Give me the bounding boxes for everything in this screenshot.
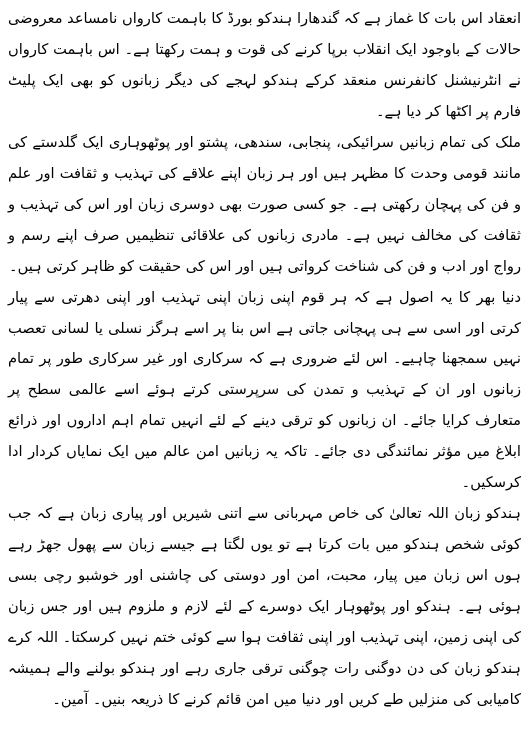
article-body — [8, 4, 521, 716]
paragraph-national-languages: ملک کی تمام زبانیں سرائیکی، پنجابی، سندھی، پشتو اور پوٹھوہاری ایک گلدستے کی مانند قومی وحدت کا مظہر ہیں اور ہر زبان اپنے علاقے کی تہذیب و ثقافت اور علم و فن کی پہچان رکھتی ہے۔ جو کسی صورت بھی دوسری زبان اور اس کی تہذیب و ثقافت کی مخالف نہیں ہے۔ مادری زبانوں کی علاقائی تنظیمیں صرف اپنے رسم و رواج اور ادب و فن کی شناخت کرواتی ہیں اور اس کی حقیقت کو ظاہر کرتی ہیں۔ — [8, 133, 521, 275]
paragraph-world-principle: دنیا بھر کا یہ اصول ہے کہ ہر قوم اپنی زبان اپنی تہذیب اور اپنی دھرتی سے پیار کرتی اور اسی سے ہی پہچانی جاتی ہے اس بنا پر اسے ہرگز نسلی یا لسانی تعصب نہیں سمجھنا چاہیے۔ اس لئے ضروری ہے کہ سرکاری اور غیر سرکاری طور پر تمام زبانوں اور ان کے تہذیب و تمدن کی سرپرستی کرتے ہوئے اسے عالمی سطح پر متعارف کرایا جائے۔ ان زبانوں کو ترقی دینے کے لئے انہیں تمام اہم اداروں اور ذرائع ابلاغ میں مؤثر نمائندگی دی جائے۔ تاکہ یہ زبانیں امن عالم میں ایک نمایاں کردار ادا کرسکیں۔ — [8, 288, 521, 492]
paragraph-conference: انعقاد اس بات کا غماز ہے کہ گندھارا ہندکو بورڈ کا باہمت کارواں نامساعد معروضی حالات کے باوجود ایک انقلاب برپا کرنے کی قوت و ہمت رکھتا ہے۔ اس باہمت کارواں نے انٹرنیشنل کانفرنس منعقد کرکے ہندکو لہجے کی دیگر زبانوں کو بھی ایک پلیٹ فارم پر اکٹھا کر دیا ہے۔ — [8, 10, 521, 120]
paragraph-hindko-language: ہندکو زبان اللہ تعالیٰ کی خاص مہربانی سے اتنی شیریں اور پیاری زبان ہے کہ جب کوئی شخص ہندکو میں بات کرتا ہے تو یوں لگتا ہے جیسے زبان سے پھول جھڑ رہے ہوں اس زبان میں پیار، محبت، امن اور دوستی کی چاشنی اور خوشبو رچی بسی ہوئی ہے۔ ہندکو اور پوٹھوہار ایک دوسرے کے لئے لازم و ملزوم ہیں اور جس زبان کی اپنی زمین، اپنی تہذیب اور اپنی ثقافت ہوا سے کوئی ختم نہیں کرسکتا۔ اللہ کرے ہندکو زبان کی دن دوگنی رات چوگنی ترقی جاری رہے اور ہندکو بولنے والے ہمیشہ کامیابی کی منزلیں طے کریں اور دنیا میں امن قائم کرنے کا ذریعہ بنیں۔ آمین۔ — [8, 505, 521, 708]
